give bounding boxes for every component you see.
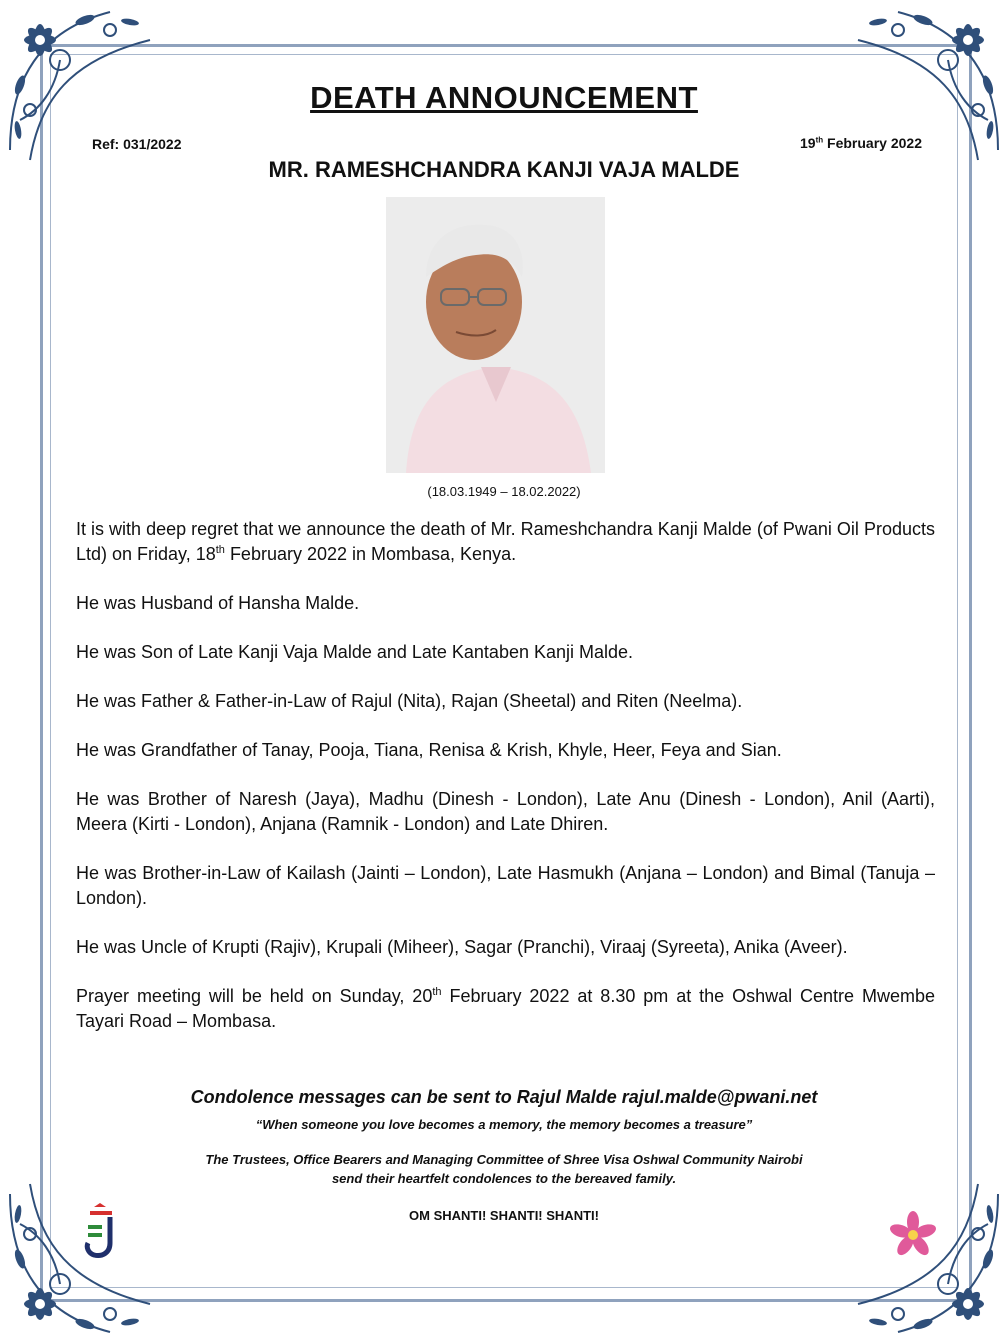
p9-text-b: February 2022 at 8.30 pm at the Oshwal Centre Mwembe Tayari Road – Mombasa.: [76, 986, 935, 1031]
body-paragraph: [76, 517, 935, 567]
body-paragraph: He was Uncle of Krupti (Rajiv), Krupali (Miheer), Sagar (Pranchi), Viraaj (Syreeta), Anika (Aveer).: [76, 937, 848, 957]
community-logo-graphic: [80, 1203, 120, 1259]
p1-text-a: It is with deep regret that we announce the death of Mr. Rameshchandra Kanji Malde (of Pwani Oil Products Ltd) on Friday, 18: [76, 519, 935, 564]
p9-sup: th: [432, 986, 442, 998]
date-rest: February 2022: [823, 135, 922, 151]
trustees-line-2: send their heartfelt condolences to the bereaved family.: [331, 1171, 677, 1186]
announcement-date: [800, 135, 922, 151]
body-paragraph: He was Grandfather of Tanay, Pooja, Tiana, Renisa & Krish, Khyle, Heer, Feya and Sian.: [76, 740, 782, 760]
deceased-name: MR. RAMESHCHANDRA KANJI VAJA MALDE: [268, 157, 740, 182]
life-dates: (18.03.1949 – 18.02.2022): [427, 484, 581, 499]
announcement-body: [76, 517, 935, 1058]
memorial-quote: “When someone you love becomes a memory, the memory becomes a treasure”: [255, 1117, 753, 1132]
condolence-contact: Condolence messages can be sent to Rajul Malde rajul.malde@pwani.net: [190, 1087, 818, 1107]
body-paragraph: He was Son of Late Kanji Vaja Malde and Late Kantaben Kanji Malde.: [76, 642, 634, 662]
p1-sup: th: [215, 544, 225, 556]
trustees-line-1: The Trustees, Office Bearers and Managing Committee of Shree Visa Oshwal Community Nairobi: [205, 1152, 803, 1167]
page-title: DEATH ANNOUNCEMENT: [310, 80, 698, 115]
date-suffix: th: [815, 135, 824, 145]
p9-text-a: Prayer meeting will be held on Sunday, 20: [76, 986, 433, 1006]
om-shanti: OM SHANTI! SHANTI! SHANTI!: [409, 1208, 599, 1223]
orchid-flower-graphic: [888, 1210, 938, 1260]
body-paragraph: He was Brother of Naresh (Jaya), Madhu (Dinesh - London), Late Anu (Dinesh - London), Anil (Aarti), Meera (Kirti - London), Anjana (Ramnik - London) and Late Dhiren.: [76, 789, 935, 834]
portrait-photo: [386, 197, 605, 473]
community-logo-icon: [80, 1203, 120, 1259]
body-paragraph: He was Father & Father-in-Law of Rajul (Nita), Rajan (Sheetal) and Riten (Neelma).: [76, 691, 743, 711]
body-paragraph: He was Husband of Hansha Malde.: [76, 593, 360, 613]
p1-text-b: February 2022 in Mombasa, Kenya.: [224, 544, 517, 564]
body-paragraph: He was Brother-in-Law of Kailash (Jainti – London), Late Hasmukh (Anjana – London) and Bimal (Tanuja – London).: [76, 863, 935, 908]
orchid-flower-icon: [888, 1210, 938, 1260]
body-paragraph: [76, 984, 935, 1034]
trustees-message: [0, 1150, 1008, 1188]
date-day: 19: [800, 135, 816, 151]
reference-number: Ref: 031/2022: [92, 136, 182, 152]
portrait-illustration: [386, 197, 605, 473]
